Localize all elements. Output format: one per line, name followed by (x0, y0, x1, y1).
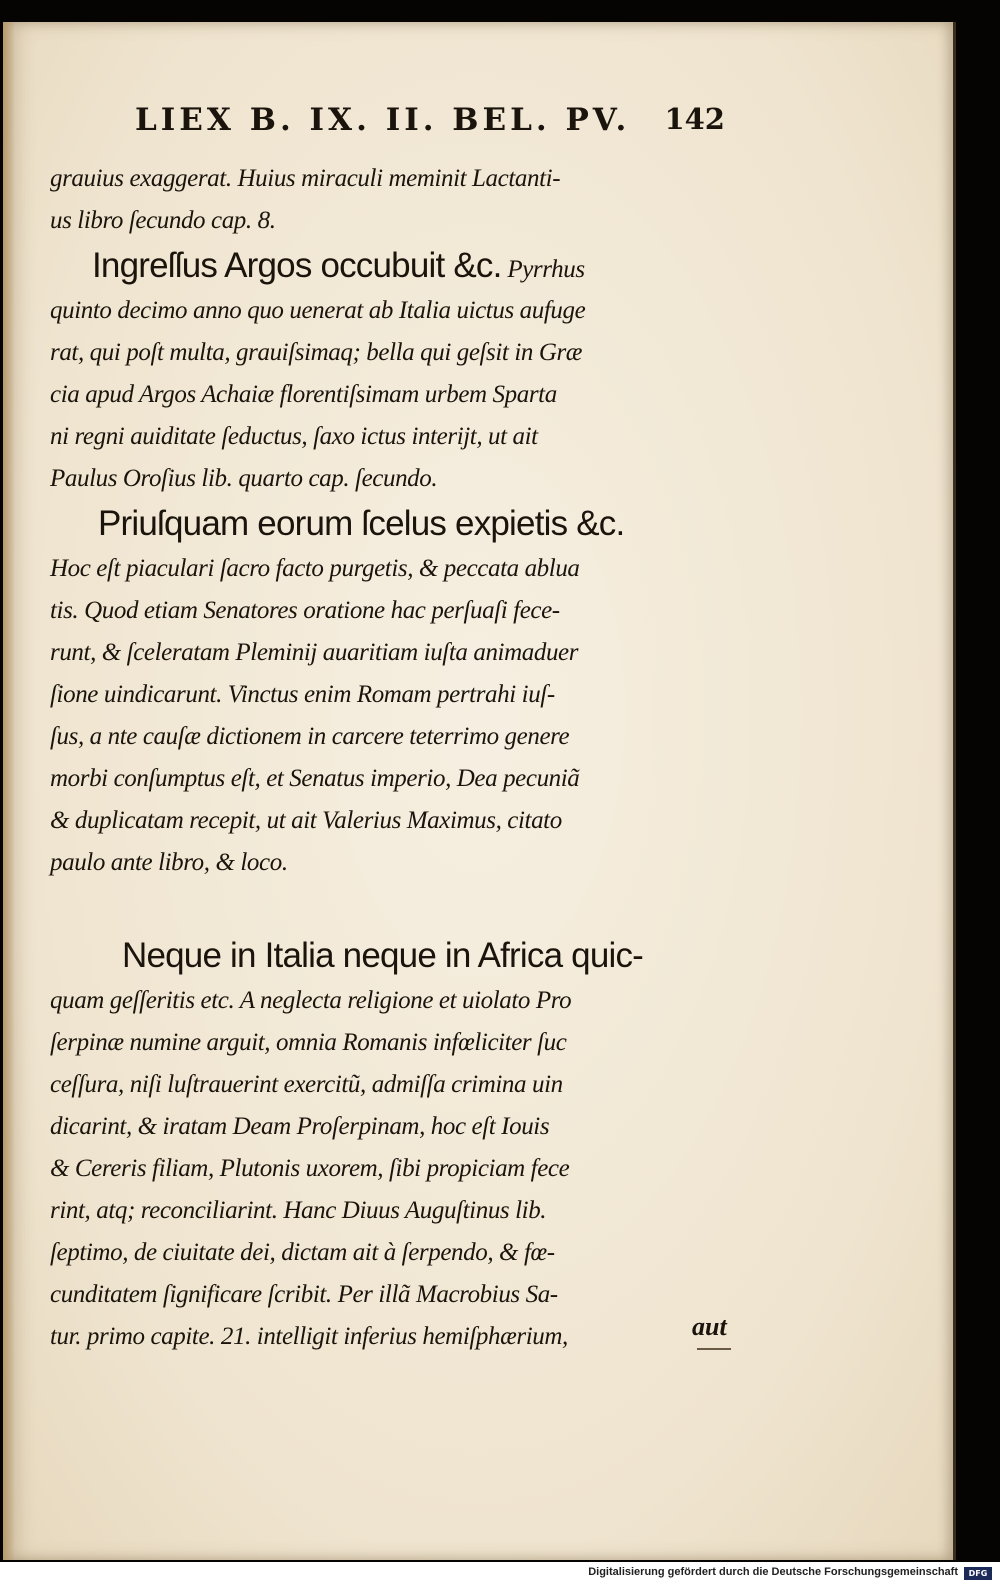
catchword: aut (692, 1312, 727, 1341)
text-line (50, 1232, 740, 1274)
line-text: ceſſura, niſi luſtrauerint exercitũ, admiſſa crimina uin (50, 1071, 563, 1098)
folio-number: 142 (664, 102, 725, 136)
line-text: ſione uindicarunt. Vinctus enim Romam pertrahi iuſ- (50, 681, 555, 708)
line-text: Paulus Oroſius lib. quarto cap. ſecundo. (50, 465, 438, 492)
line-text: rint, atq; reconciliarint. Hanc Diuus Auguſtinus lib. (50, 1197, 547, 1224)
line-text: ſerpinæ numine arguit, omnia Romanis infœliciter ſuc (50, 1029, 567, 1056)
text-line (50, 548, 740, 590)
lemma-heading: Priuſquam eorum ſcelus expietis &c. (98, 504, 625, 543)
text-line (50, 374, 740, 416)
text-line (50, 674, 740, 716)
line-text: Hoc eſt piaculari ſacro facto purgetis, & peccata ablua (50, 555, 580, 582)
text-line (50, 332, 740, 374)
text-line (50, 590, 740, 632)
line-text: quam geſſeritis etc. A neglecta religione et uiolato Pro (50, 987, 572, 1014)
line-text: tis. Quod etiam Senatores oratione hac perſuaſi fece- (50, 597, 560, 624)
text-line (50, 842, 740, 884)
text-line (50, 980, 740, 1022)
line-text: ni regni auiditate ſeductus, ſaxo ictus interijt, ut ait (50, 423, 538, 450)
lemma-heading: Neque in Italia neque in Africa quic- (122, 936, 644, 975)
text-line (50, 1274, 740, 1316)
text-line (50, 500, 740, 548)
text-line (50, 1064, 740, 1106)
line-text: cunditatem ſignificare ſcribit. Per illã Macrobius Sa- (50, 1281, 558, 1308)
paragraph-gap (50, 884, 740, 932)
line-text: tur. primo capite. 21. intelligit inferius hemiſphærium, (50, 1323, 568, 1350)
text-line (50, 290, 740, 332)
text-line (50, 932, 740, 980)
text-line (50, 458, 740, 500)
line-text: paulo ante libro, & loco. (50, 849, 288, 876)
running-head: LIEX B. IX. II. BEL. PV. (135, 102, 631, 138)
catchword-rule (697, 1348, 731, 1350)
footer-bar (0, 1562, 1000, 1586)
text-line (50, 1316, 740, 1358)
line-text: us libro ſecundo cap. 8. (50, 207, 276, 234)
text-line (50, 1148, 740, 1190)
text-line (50, 200, 740, 242)
line-text: ſeptimo, de ciuitate dei, dictam ait à ſerpendo, & fœ- (50, 1239, 555, 1266)
line-text: & Cereris filiam, Plutonis uxorem, ſibi propiciam fece (50, 1155, 570, 1182)
text-line (50, 1022, 740, 1064)
body-text (50, 158, 740, 1358)
page-gutter-shadow (3, 22, 15, 1560)
dfg-logo: DFG (964, 1567, 992, 1580)
line-text: rat, qui poſt multa, grauiſsimaq; bella qui geſsit in Græ (50, 339, 583, 366)
page-header (135, 100, 725, 144)
line-text: quinto decimo anno quo uenerat ab Italia uictus aufuge (50, 297, 586, 324)
text-line (50, 800, 740, 842)
lemma-heading: Ingreſſus Argos occubuit &c. (92, 246, 502, 285)
text-line (50, 1106, 740, 1148)
line-text: grauius exaggerat. Huius miraculi meminit Lactanti- (50, 165, 561, 192)
footer-credit: Digitalisierung gefördert durch die Deutsche Forschungsgemeinschaft (588, 1566, 958, 1578)
line-text: Pyrrhus (501, 256, 585, 283)
line-text: runt, & ſceleratam Pleminij auaritiam iuſta animaduer (50, 639, 579, 666)
text-line (50, 632, 740, 674)
text-line (50, 716, 740, 758)
text-line (50, 416, 740, 458)
line-text: dicarint, & iratam Deam Proſerpinam, hoc eſt Iouis (50, 1113, 550, 1140)
line-text: cia apud Argos Achaiæ florentiſsimam urbem Sparta (50, 381, 557, 408)
text-line (50, 242, 740, 290)
text-line (50, 158, 740, 200)
text-line (50, 1190, 740, 1232)
line-text: & duplicatam recepit, ut ait Valerius Maximus, citato (50, 807, 562, 834)
text-line (50, 758, 740, 800)
line-text: morbi conſumptus eſt, et Senatus imperio, Dea pecuniã (50, 765, 580, 792)
line-text: ſus, a nte cauſæ dictionem in carcere teterrimo genere (50, 723, 570, 750)
